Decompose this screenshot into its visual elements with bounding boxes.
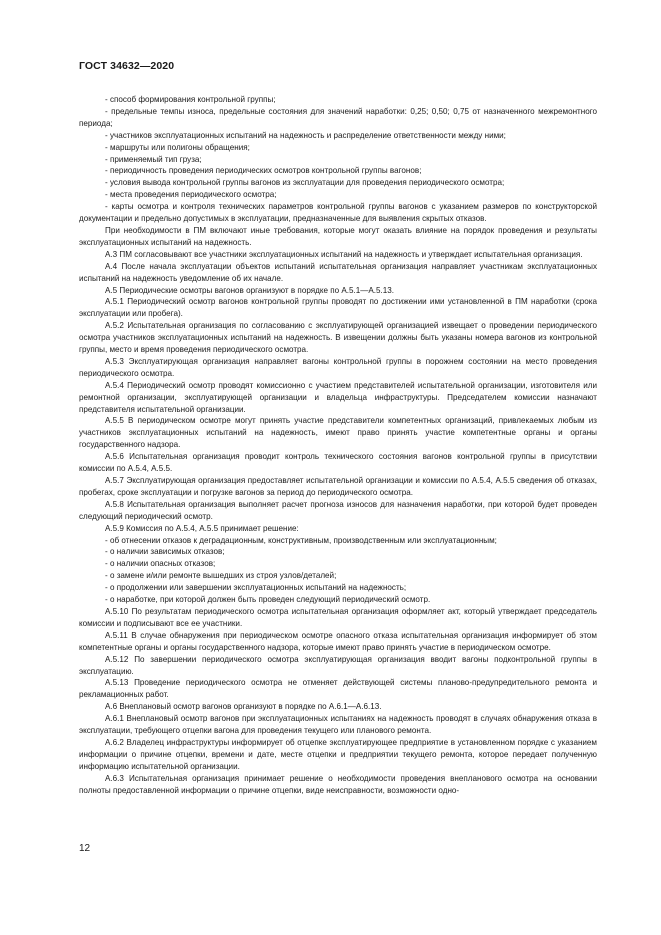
paragraph: - карты осмотра и контроля технических параметров контрольной группы вагонов с указанием размеров по конструкторской документации и предельно допустимых в эксплуатации, предназначенные для выявления скрытых отказов. <box>79 202 597 224</box>
paragraph: А.3 ПМ согласовывают все участники эксплуатационных испытаний на надежность и утверждает испытательная организация. <box>105 249 583 259</box>
paragraph: А.5.1 Периодический осмотр вагонов контрольной группы проводят по достижении ими установленной в ПМ наработки (срока эксплуатации или пробега). <box>79 297 597 319</box>
paragraph: А.6.1 Внеплановый осмотр вагонов при эксплуатационных испытаниях на надежность проводят в случаях обнаружения отказа в эксплуатации, требующего отцепки вагона для проведения текущего или планового ремонта. <box>79 714 597 736</box>
paragraph: А.5.13 Проведение периодического осмотра не отменяет действующей системы планово-предупредительного ремонта и рекламационных работ. <box>79 678 597 700</box>
page-number: 12 <box>79 843 91 854</box>
paragraph: При необходимости в ПМ включают иные требования, которые могут оказать влияние на порядок проведения и результаты эксплуатационных испытаний на надежность. <box>79 225 597 247</box>
paragraph: - участников эксплуатационных испытаний на надежность и распределение ответственности между ними; <box>105 130 506 140</box>
paragraph: А.6.2 Владелец инфраструктуры информирует об отцепке эксплуатирующее предприятие в установленном порядке с указанием информации о причине отцепки, времени и дате, месте отцепки и предприятии текущего ремонта, которое передает полученную информацию испытательной организации. <box>79 737 597 771</box>
paragraph: - о замене и/или ремонте вышедших из строя узлов/деталей; <box>105 571 337 581</box>
paragraph: - о наработке, при которой должен быть проведен следующий периодический осмотр. <box>105 595 431 605</box>
paragraph: А.6 Внеплановый осмотр вагонов организуют в порядке по А.6.1—А.6.13. <box>105 702 382 712</box>
paragraph: - о наличии опасных отказов; <box>105 559 216 569</box>
paragraph: А.5.2 Испытательная организация по согласованию с эксплуатирующей организацией извещает о проведении периодического осмотра участников эксплуатационных испытаний на надежность. В извещении должны быть указаны номера вагонов из контрольной группы, место и время проведения периодического осмотра. <box>79 321 597 355</box>
paragraph: - маршруты или полигоны обращения; <box>105 142 250 152</box>
paragraph: - периодичность проведения периодических осмотров контрольной группы вагонов; <box>105 166 422 176</box>
paragraph: А.6.3 Испытательная организация принимает решение о необходимости проведения внепланового осмотра на основании полноты предоставленной информации о причине отцепки, виде неисправности, возможности одно- <box>79 773 597 795</box>
paragraph: А.5.5 В периодическом осмотре могут принять участие представители компетентных организаций, привлекаемых любым из участников эксплуатационных испытаний на надежность, имеют право принять участие компетентные органы и органы государственного надзора. <box>79 416 597 450</box>
paragraph: А.5.3 Эксплуатирующая организация направляет вагоны контрольной группы в порожнем состоянии на место проведения периодического осмотра. <box>79 356 597 378</box>
paragraph: - способ формирования контрольной группы; <box>105 95 276 104</box>
paragraph: А.5.7 Эксплуатирующая организация предоставляет испытательной организации и комиссии по А.5.4, А.5.5 сведения об отказах, пробегах, сроке эксплуатации и погрузке вагонов за период до периодического осмотра. <box>79 476 597 497</box>
paragraph: - условия вывода контрольной группы вагонов из эксплуатации для проведения периодического осмотра; <box>105 178 505 188</box>
paragraph: - о продолжении или завершении эксплуатационных испытаний на надежность; <box>105 583 407 593</box>
paragraph: А.4 После начала эксплуатации объектов испытаний испытательная организация направляет участникам эксплуатационных испытаний на надежность уведомление об их начале. <box>79 261 597 283</box>
paragraph: - применяемый тип груза; <box>105 154 202 164</box>
paragraph: - места проведения периодического осмотра; <box>105 190 277 200</box>
paragraph: А.5.12 По завершении периодического осмотра эксплуатирующая организация вводит вагоны подконтрольной группы в эксплуатацию. <box>79 654 597 676</box>
paragraph: - предельные темпы износа, предельные состояния для значений наработки: 0,25; 0,50; 0,75 от назначенного межремонтного периода; <box>79 106 597 128</box>
document-body <box>79 94 597 796</box>
paragraph: А.5.8 Испытательная организация выполняет расчет прогноза износов для назначения наработки, при которой будет проведен следующий периодический осмотр. <box>79 499 597 521</box>
page-header: ГОСТ 34632—2020 <box>79 60 175 72</box>
paragraph: А.5 Периодические осмотры вагонов организуют в порядке по А.5.1—А.5.13. <box>105 285 394 295</box>
paragraph: А.5.6 Испытательная организация проводит контроль технического состояния вагонов контрольной группы в присутствии комиссии по А.5.4, А.5.5. <box>79 452 597 474</box>
paragraph: А.5.4 Периодический осмотр проводят комиссионно с участием представителей испытательной организации, изготовителя или ремонтной организации, эксплуатирующей организации и владельца инфраструктуры. Председателем комиссии назначают представителя испытательной организации. <box>79 380 597 414</box>
paragraph: А.5.11 В случае обнаружения при периодическом осмотре опасного отказа испытательная организация информирует об этом компетентные органы и органы государственного надзора, которые имеют право принять участие в периодическом осмотре. <box>79 630 597 652</box>
paragraph: А.5.9 Комиссия по А.5.4, А.5.5 принимает решение: <box>105 523 299 533</box>
paragraph: - об отнесении отказов к деградационным, конструктивным, производственным или эксплуатационным; <box>105 535 497 545</box>
paragraph: А.5.10 По результатам периодического осмотра испытательная организация оформляет акт, который утверждает председатель комиссии и подписывают все ее участники. <box>79 606 597 628</box>
paragraph: - о наличии зависимых отказов; <box>105 547 225 557</box>
